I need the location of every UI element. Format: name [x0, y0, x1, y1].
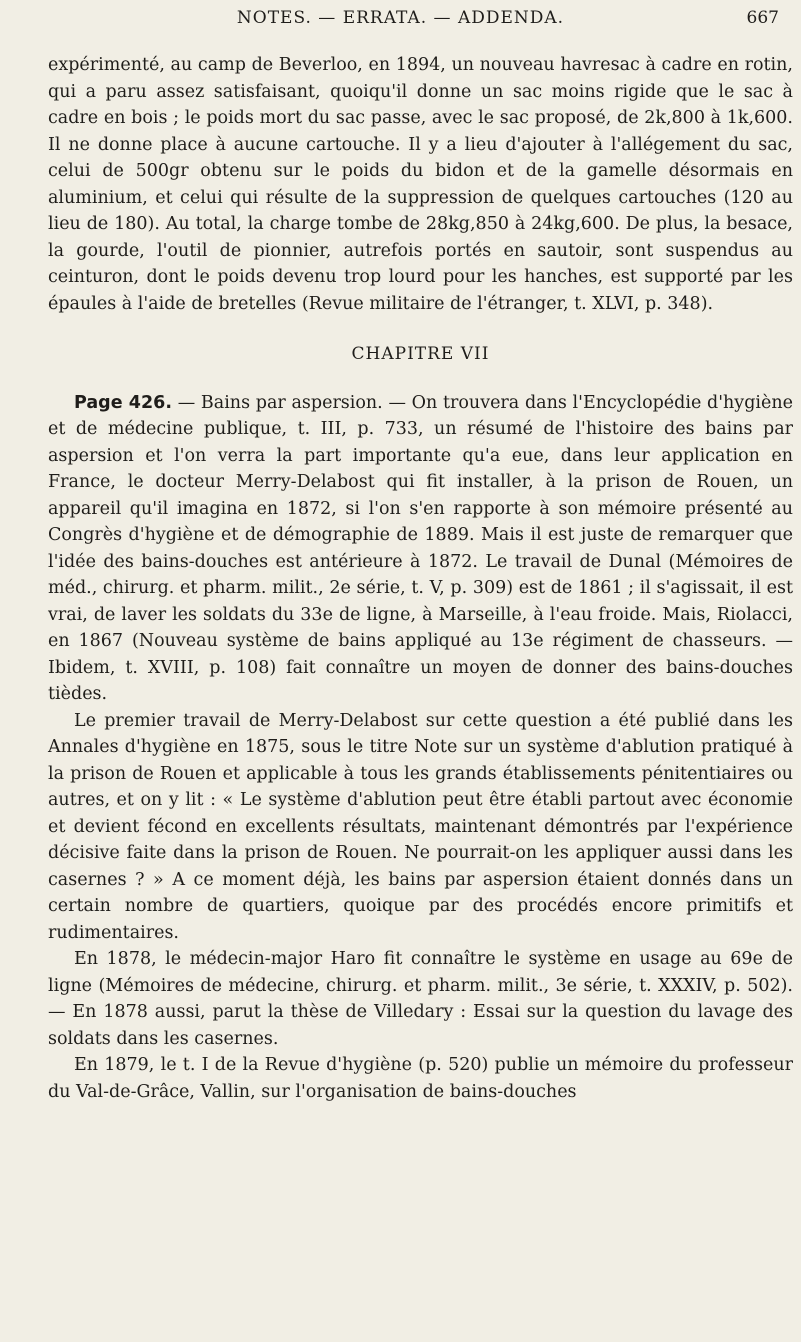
text-column	[48, 52, 793, 1105]
paragraph-page-426	[48, 390, 793, 708]
running-title: NOTES. — ERRATA. — ADDENDA.	[236, 8, 565, 28]
paragraph-text: — Bains par aspersion. — On trouvera dans l'Encyclopédie d'hygiène et de médecine publique, t. III, p. 733, un résumé de l'histoire des bains par aspersion et l'on verra la part importante qu'a eue, dans leur application en France, le docteur Merry-Delabost qui fit installer, à la prison de Rouen, un appareil qu'il imagina en 1872, si l'on s'en rapporte à son mémoire présenté au Congrès d'hygiène et de démographie de 1889. Mais il est juste de remarquer que l'idée des bains-douches est antérieure à 1872. Le travail de Dunal (Mémoires de méd., chirurg. et pharm. milit., 2e série, t. V, p. 309) est de 1861 ; il s'agissait, il est vrai, de laver les soldats du 33e de ligne, à Marseille, à l'eau froide. Mais, Riolacci, en 1867 (Nouveau système de bains appliqué au 13e régiment de chasseurs. — Ibidem, t. XVIII, p. 108) fait connaître un moyen de donner des bains-douches tièdes.	[48, 392, 793, 704]
page-number: 667	[746, 8, 779, 28]
running-header	[0, 0, 801, 50]
paragraph: Le premier travail de Merry-Delabost sur cette question a été publié dans les Annales d'hygiène en 1875, sous le titre Note sur un système d'ablution pratiqué à la prison de Rouen et applicable à tous les grands établissements pénitentiaires ou autres, et on y lit : « Le système d'ablution peut être établi partout avec économie et devient fécond en excellents résultats, maintenant démontrés par l'expérience décisive faite dans la prison de Rouen. Ne pourrait-on les appliquer aussi dans les casernes ? » A ce moment déjà, les bains par aspersion étaient donnés dans un certain nombre de quartiers, quoique par des procédés encore primitifs et rudimentaires.	[48, 710, 793, 943]
paragraph: En 1878, le médecin-major Haro fit connaître le système en usage au 69e de ligne (Mémoires de médecine, chirurg. et pharm. milit., 3e série, t. XXXIV, p. 502). — En 1878 aussi, parut la thèse de Villedary : Essai sur la question du lavage des soldats dans les casernes.	[48, 949, 793, 1049]
chapter-heading: CHAPITRE VII	[351, 344, 490, 364]
page-reference-label: Page 426.	[74, 392, 172, 413]
paragraph: En 1879, le t. I de la Revue d'hygiène (p. 520) publie un mémoire du professeur du Val-de-Grâce, Vallin, sur l'organisation de bains-douches	[48, 1055, 793, 1102]
paragraph-continuation: expérimenté, au camp de Beverloo, en 1894, un nouveau havresac à cadre en rotin, qui a paru assez satisfaisant, quoiqu'il donne un sac moins rigide que le sac à cadre en bois ; le poids mort du sac passe, avec le sac proposé, de 2k,800 à 1k,600. Il ne donne place à aucune cartouche. Il y a lieu d'ajouter à l'allégement du sac, celui de 500gr obtenu sur le poids du bidon et de la gamelle désormais en aluminium, et celui qui résulte de la suppression de quelques cartouches (120 au lieu de 180). Au total, la charge tombe de 28kg,850 à 24kg,600. De plus, la besace, la gourde, l'outil de pionnier, autrefois portés en sautoir, sont suspendus au ceinturon, dont le poids devenu trop lourd pour les hanches, est supporté par les épaules à l'aide de bretelles (Revue militaire de l'étranger, t. XLVI, p. 348).	[48, 55, 793, 314]
